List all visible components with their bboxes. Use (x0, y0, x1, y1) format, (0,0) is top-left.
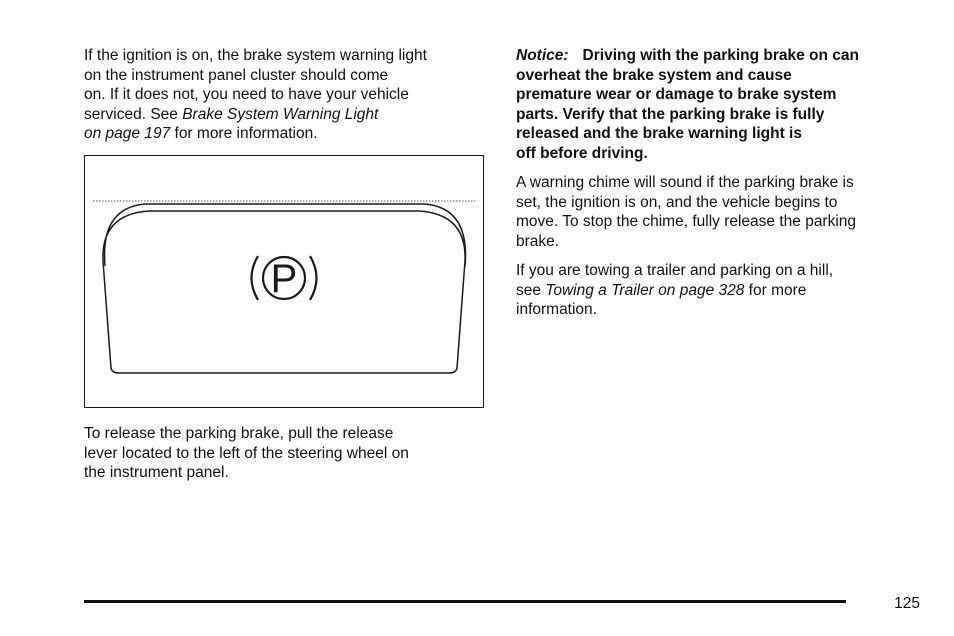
parking-brake-indicator-figure (84, 155, 484, 408)
symbol-letter: P (270, 257, 298, 301)
text-line: parts. Verify that the parking brake is fully (516, 105, 825, 123)
text-line: lever located to the left of the steering wheel on (84, 444, 409, 462)
text-line: A warning chime will sound if the parking brake is (516, 174, 854, 191)
warning-light-paragraph (84, 46, 489, 144)
text-line (516, 46, 921, 66)
text-line: If the ignition is on, the brake system warning light (84, 47, 427, 64)
trailer-paragraph (516, 261, 921, 320)
left-arc (252, 256, 259, 300)
parking-brake-icon (252, 256, 317, 301)
text-line (84, 105, 489, 125)
text-line: overheat the brake system and cause (516, 66, 792, 84)
text-line: set, the ignition is on, and the vehicle begins to (516, 193, 838, 211)
text-line: information. (516, 301, 597, 318)
text-line: the instrument panel. (84, 464, 229, 481)
text-line (84, 124, 489, 144)
notice-label: Notice: (516, 47, 569, 64)
text-line: off before driving. (516, 144, 648, 162)
text-fragment: for more (744, 281, 807, 299)
text-fragment: Driving with the parking brake on can (582, 47, 860, 64)
text-line: premature wear or damage to brake system (516, 86, 837, 103)
footer-rule (84, 600, 846, 603)
right-column (516, 46, 921, 330)
notice-paragraph (516, 46, 921, 163)
cross-reference-link[interactable]: on page 197 (84, 125, 171, 142)
text-line: released and the brake warning light is (516, 125, 802, 142)
text-fragment: see (516, 281, 546, 299)
text-line: If you are towing a trailer and parking on a hill, (516, 262, 834, 279)
text-line: on the instrument panel cluster should come (84, 66, 389, 84)
instrument-cluster-illustration (85, 156, 482, 406)
release-paragraph (84, 424, 489, 483)
text-fragment: serviced. See (84, 105, 183, 123)
text-line: brake. (516, 232, 560, 250)
text-fragment: for more information. (170, 125, 318, 142)
cross-reference-link[interactable]: Towing a Trailer on page 328 (545, 281, 745, 299)
text-line (516, 281, 921, 301)
release-instructions (84, 424, 489, 483)
text-line: on. If it does not, you need to have your vehicle (84, 86, 409, 103)
page-number: 125 (894, 595, 920, 612)
text-line: To release the parking brake, pull the release (84, 425, 394, 442)
left-column (84, 46, 489, 154)
chime-paragraph (516, 173, 921, 251)
text-line: move. To stop the chime, fully release the parking (516, 213, 857, 230)
right-arc (310, 256, 317, 300)
cross-reference-link[interactable]: Brake System Warning Light (182, 105, 379, 123)
